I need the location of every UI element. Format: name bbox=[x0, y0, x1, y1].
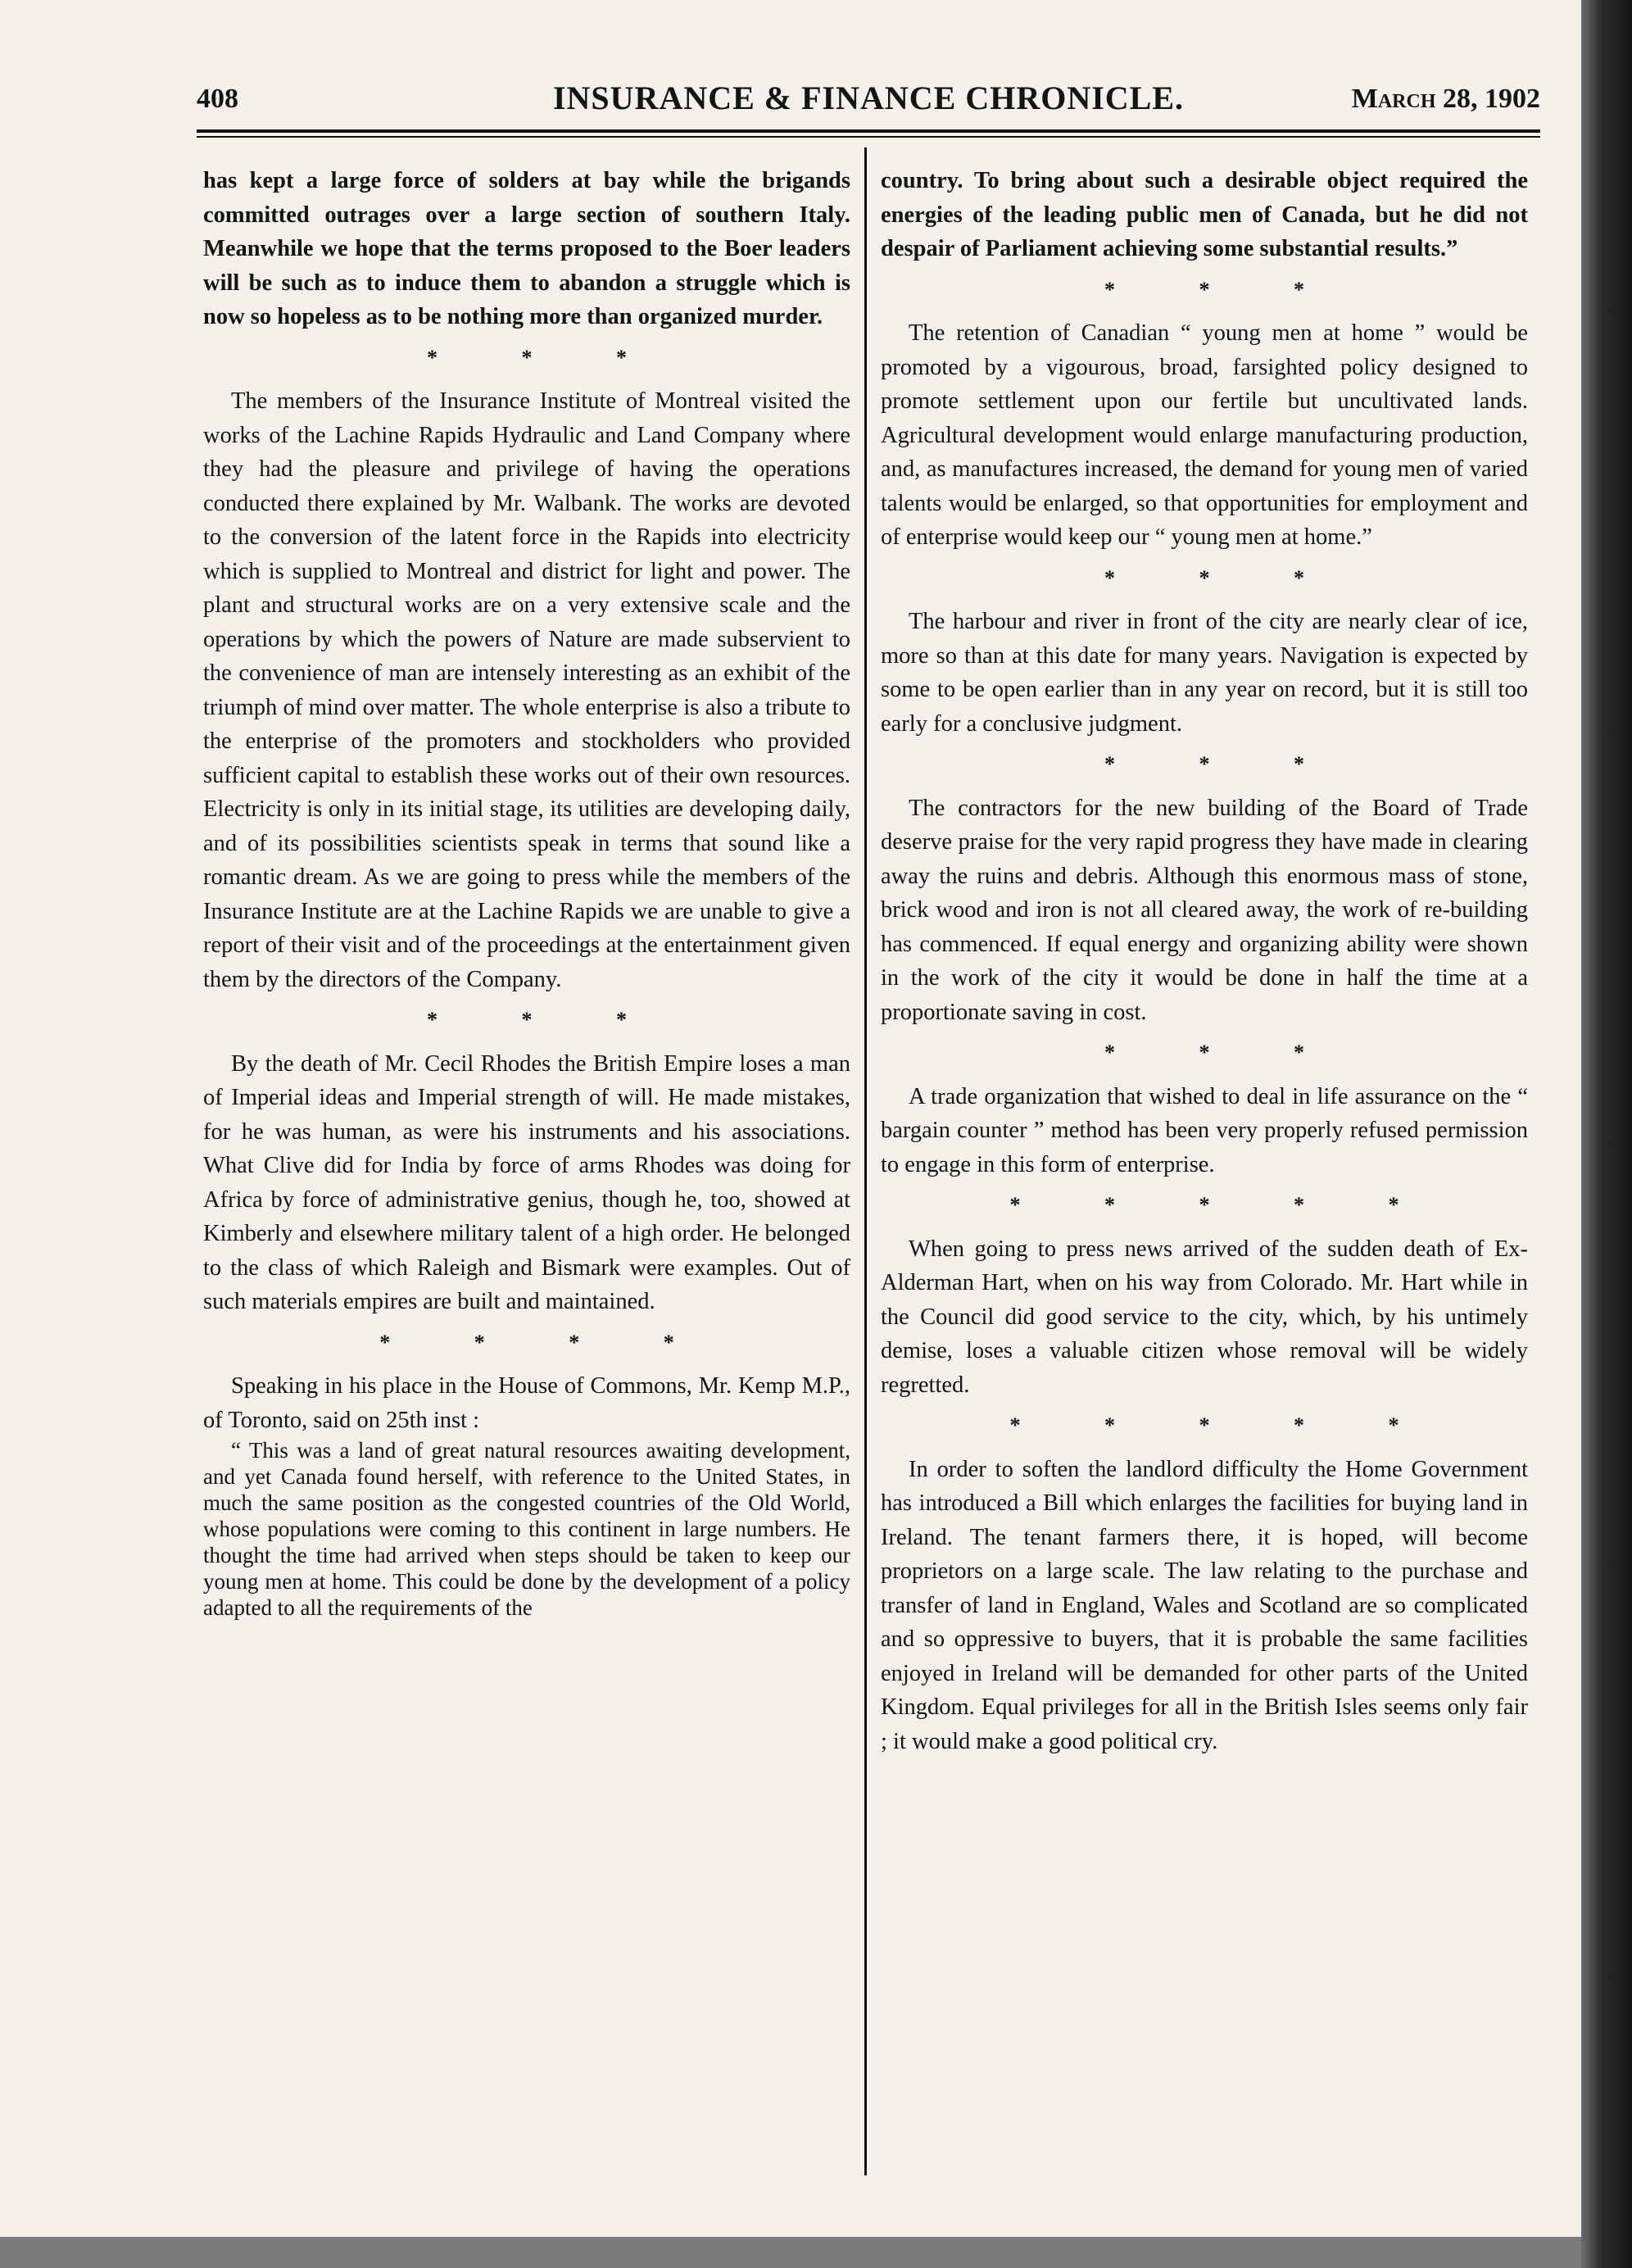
paragraph-ireland-land-bill: In order to soften the landlord difficulty the Home Government has introduced a Bill which enlarges the facilities for buying land in Ireland. The tenant farmers there, it is hoped, will become proprietors on a large scale. The law relating to the purchase and transfer of land in England, Wales and Scotland are so complicated and so oppressive to buyers, that it is probable the same facilities enjoyed in Ireland will be demanded for other parts of the United Kingdom. Equal privileges for all in the British Isles seems only fair ; it would make a good political cry. bbox=[881, 1456, 1528, 1754]
right-column bbox=[881, 164, 1528, 1758]
section-separator: * * * * bbox=[379, 1330, 714, 1354]
paragraph-harbour: The harbour and river in front of the city are nearly clear of ice, more so than at this date for many years. Navigation is expected by some to be open earlier than in any year on record, but it is still too early for a conclusive judgment. bbox=[881, 609, 1528, 737]
section-separator: * * * * * bbox=[1009, 1413, 1439, 1437]
section-separator: * * * bbox=[427, 345, 666, 370]
header-rule-thick bbox=[197, 129, 1540, 133]
paragraph-kemp-speech: Speaking in his place in the House of Commons, Mr. Kemp M.P., of Toronto, said on 25th inst : bbox=[203, 1373, 850, 1433]
page-number: 408 bbox=[197, 84, 238, 114]
paragraph-alderman-hart: When going to press news arrived of the sudden death of Ex-Alderman Hart, when on his way from Colorado. Mr. Hart while in the Council did good service to the city, which, by his untimely demise, loses a valuable citizen whose removal will be widely regretted. bbox=[881, 1236, 1528, 1398]
column-divider bbox=[864, 147, 867, 2175]
section-separator: * * * bbox=[1104, 277, 1344, 302]
paragraph-cecil-rhodes: By the death of Mr. Cecil Rhodes the British Empire loses a man of Imperial ideas and Imperial strength of will. He made mistakes, for he was human, as were his instruments and his associations. What Clive did for India by force of arms Rhodes was doing for Africa by force of administrative genius, though he, too, showed at Kimberly and elsewhere military talent of a high order. He belonged to the class of which Raleigh and Bismark were examples. Out of such materials empires are built and maintained. bbox=[203, 1050, 850, 1314]
paragraph-young-men: The retention of Canadian “ young men at home ” would be promoted by a vigourous, broad, farsighted policy designed to promote settlement upon our fertile but uncultivated lands. Agricultural development would enlarge manufacturing production, and, as manufactures increased, the demand for young men of varied talents would be enlarged, so that opportunities for employment and of enterprise would keep our “ young men at home.” bbox=[881, 320, 1528, 550]
section-separator: * * * bbox=[1104, 752, 1344, 776]
page-edge-shadow bbox=[1581, 0, 1632, 2268]
left-column bbox=[203, 164, 850, 1621]
paragraph-bargain-counter: A trade organization that wished to deal in life assurance on the “ bargain counter ” method has been very properly refused permission to engage in this form of enterprise. bbox=[881, 1083, 1528, 1177]
paragraph-brigands: has kept a large force of solders at bay while the brigands committed outrages over a large section of southern Italy. Meanwhile we hope that the terms proposed to the Boer leaders will be such as to induce them to abandon a struggle which is now so hopeless as to be nothing more than organized murder. bbox=[203, 168, 850, 329]
publication-title: INSURANCE & FINANCE CHRONICLE. bbox=[552, 79, 1185, 116]
section-separator: * * * bbox=[1104, 565, 1344, 590]
section-separator: * * * * * bbox=[1009, 1193, 1439, 1217]
paragraph-insurance-institute: The members of the Insurance Institute of Montreal visited the works of the Lachine Rapids Hydraulic and Land Company where they had the pleasure and privilege of having the operations conducted there explained by Mr. Walbank. The works are devoted to the conversion of the latent force in the Rapids into electricity which is supplied to Montreal and district for light and power. The plant and structural works are on a very extensive scale and the operations by which the powers of Nature are made subservient to the convenience of man are intensely interesting as an exhibit of the triumph of mind over matter. The whole enterprise is also a tribute to the enterprise of the promoters and stockholders who provided sufficient capital to establish these works out of their own resources. Electricity is only in its initial stage, its utilities are developing daily, and of its possibilities scientists speak in terms that sound like a romantic dream. As we are going to press while the members of the Insurance Institute are at the Lachine Rapids we are unable to give a report of their visit and of the proceedings at the entertainment given them by the directors of the Company. bbox=[203, 388, 850, 992]
issue-date: March 28, 1902 bbox=[1351, 84, 1540, 114]
header-rule-thin bbox=[197, 136, 1540, 138]
section-separator: * * * bbox=[1104, 1041, 1344, 1064]
quoted-speech: “ This was a land of great natural resources awaiting development, and yet Canada found herself, with reference to the United States, in much the same position as the congested countries of the Old World, whose populations were coming to this continent in large numbers. He thought the time had arrived when steps should be taken to keep our young men at home. This could be done by the development of a policy adapted to all the requirements of the bbox=[203, 1438, 850, 1620]
page-bottom-edge bbox=[0, 2237, 1581, 2268]
page-header bbox=[197, 79, 1540, 128]
paragraph-quote-continued: country. To bring about such a desirable object required the energies of the leading public men of Canada, but he did not despair of Parliament achieving some substantial results.” bbox=[881, 168, 1528, 261]
section-separator: * * * bbox=[427, 1008, 666, 1032]
paragraph-board-of-trade: The contractors for the new building of the Board of Trade deserve praise for the very rapid progress they have made in clearing away the ruins and debris. Although this enormous mass of stone, brick wood and iron is not all cleared away, the work of re-building has commenced. If equal energy and organizing ability were shown in the work of the city it would be done in half the time at a proportionate saving in cost. bbox=[881, 795, 1528, 1025]
